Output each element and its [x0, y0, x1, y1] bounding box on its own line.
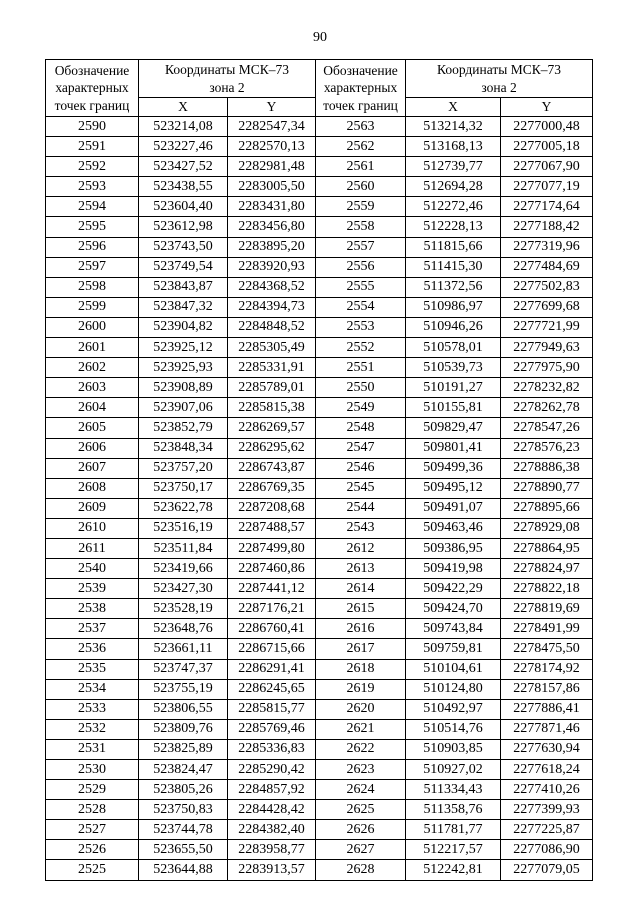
point-id-right-cell: 2623: [316, 760, 406, 780]
x-right-cell: 510927,02: [406, 760, 501, 780]
x-right-cell: 510514,76: [406, 719, 501, 739]
point-id-right-cell: 2543: [316, 518, 406, 538]
x-left-cell: 523612,98: [139, 217, 228, 237]
y-right-cell: 2277484,69: [501, 257, 593, 277]
x-right-cell: 510539,73: [406, 358, 501, 378]
x-right-cell: 509495,12: [406, 478, 501, 498]
point-id-left-cell: 2526: [46, 840, 139, 860]
table-header: [46, 60, 593, 117]
point-id-right-cell: 2627: [316, 840, 406, 860]
x-left-cell: 523848,34: [139, 438, 228, 458]
y-left-cell: 2285769,46: [228, 719, 316, 739]
point-id-left-cell: 2593: [46, 177, 139, 197]
point-id-left-cell: 2532: [46, 719, 139, 739]
y-left-cell: 2282547,34: [228, 117, 316, 137]
point-id-left-cell: 2602: [46, 358, 139, 378]
point-id-right-cell: 2545: [316, 478, 406, 498]
x-left-cell: 523843,87: [139, 277, 228, 297]
y-left-cell: 2282981,48: [228, 157, 316, 177]
y-left-cell: 2286769,35: [228, 478, 316, 498]
y-left-cell: 2285331,91: [228, 358, 316, 378]
point-id-right-cell: 2618: [316, 659, 406, 679]
y-left-cell: 2284394,73: [228, 297, 316, 317]
page-number: 90: [313, 30, 327, 45]
x-right-cell: 509422,29: [406, 579, 501, 599]
y-left-cell: 2285305,49: [228, 338, 316, 358]
point-id-left-cell: 2606: [46, 438, 139, 458]
x-left-cell: 523750,17: [139, 478, 228, 498]
point-id-left-cell: 2592: [46, 157, 139, 177]
table-row: [46, 277, 593, 297]
y-right-cell: 2277067,90: [501, 157, 593, 177]
designation-line3: точек границ: [323, 97, 398, 113]
x-left-cell: 523805,26: [139, 780, 228, 800]
x-right-cell: 512272,46: [406, 197, 501, 217]
y-right-cell: 2277079,05: [501, 860, 593, 880]
point-id-right-cell: 2544: [316, 498, 406, 518]
designation-line1: Обозначение: [323, 62, 398, 78]
table-row: [46, 297, 593, 317]
table-row: [46, 338, 593, 358]
y-left-cell: 2283913,57: [228, 860, 316, 880]
point-id-left-cell: 2611: [46, 538, 139, 558]
y-left-cell: 2286291,41: [228, 659, 316, 679]
x-left-cell: 523427,30: [139, 579, 228, 599]
x-left-cell: 523743,50: [139, 237, 228, 257]
point-id-right-cell: 2550: [316, 378, 406, 398]
point-id-right-cell: 2614: [316, 579, 406, 599]
y-left-cell: 2286269,57: [228, 418, 316, 438]
coords-line2: зона 2: [481, 79, 517, 95]
table-row: [46, 760, 593, 780]
x-right-cell: 511334,43: [406, 780, 501, 800]
y-right-cell: 2277319,96: [501, 237, 593, 257]
y-left-cell: 2282570,13: [228, 137, 316, 157]
point-id-left-cell: 2596: [46, 237, 139, 257]
x-right-cell: 510903,85: [406, 739, 501, 759]
y-left-cell: 2283920,93: [228, 257, 316, 277]
y-right-cell: 2278174,92: [501, 659, 593, 679]
x-left-cell: 523622,78: [139, 498, 228, 518]
point-id-right-cell: 2621: [316, 719, 406, 739]
point-id-right-cell: 2548: [316, 418, 406, 438]
x-left-cell: 523809,76: [139, 719, 228, 739]
table-row: [46, 418, 593, 438]
point-id-left-cell: 2528: [46, 800, 139, 820]
x-right-cell: 509424,70: [406, 599, 501, 619]
point-id-right-cell: 2558: [316, 217, 406, 237]
x-left-cell: 523747,37: [139, 659, 228, 679]
point-id-right-cell: 2628: [316, 860, 406, 880]
table-row: [46, 378, 593, 398]
point-id-left-cell: 2535: [46, 659, 139, 679]
table-row: [46, 197, 593, 217]
table-row: [46, 358, 593, 378]
y-right-cell: 2277005,18: [501, 137, 593, 157]
y-left-cell: 2284382,40: [228, 820, 316, 840]
x-left-cell: 523925,93: [139, 358, 228, 378]
y-left-cell: 2286760,41: [228, 619, 316, 639]
point-id-left-cell: 2594: [46, 197, 139, 217]
y-right-cell: 2277077,19: [501, 177, 593, 197]
y-left-cell: 2285815,38: [228, 398, 316, 418]
x-right-cell: 513168,13: [406, 137, 501, 157]
point-id-right-cell: 2624: [316, 780, 406, 800]
y-right-cell: 2277618,24: [501, 760, 593, 780]
x-left-cell: 523427,52: [139, 157, 228, 177]
table-row: [46, 820, 593, 840]
y-header-left: Y: [228, 98, 316, 117]
x-left-cell: 523528,19: [139, 599, 228, 619]
table-row: [46, 518, 593, 538]
table-row: [46, 599, 593, 619]
point-id-left-cell: 2605: [46, 418, 139, 438]
point-id-right-cell: 2561: [316, 157, 406, 177]
x-header-left: X: [139, 98, 228, 117]
point-id-left-cell: 2598: [46, 277, 139, 297]
y-left-cell: 2285290,42: [228, 760, 316, 780]
x-left-cell: 523214,08: [139, 117, 228, 137]
y-right-cell: 2277949,63: [501, 338, 593, 358]
table-row: [46, 800, 593, 820]
x-right-cell: 510492,97: [406, 699, 501, 719]
y-right-cell: 2277188,42: [501, 217, 593, 237]
y-right-cell: 2278895,66: [501, 498, 593, 518]
point-id-right-cell: 2613: [316, 559, 406, 579]
y-right-cell: 2277410,26: [501, 780, 593, 800]
table-row: [46, 679, 593, 699]
point-id-left-cell: 2608: [46, 478, 139, 498]
table-row: [46, 217, 593, 237]
coordinates-table: [45, 59, 593, 881]
x-left-cell: 523227,46: [139, 137, 228, 157]
x-left-cell: 523516,19: [139, 518, 228, 538]
x-left-cell: 523825,89: [139, 739, 228, 759]
x-right-cell: 511815,66: [406, 237, 501, 257]
point-id-left-cell: 2595: [46, 217, 139, 237]
y-left-cell: 2285336,83: [228, 739, 316, 759]
x-right-cell: 509743,84: [406, 619, 501, 639]
table-row: [46, 237, 593, 257]
table-row: [46, 257, 593, 277]
y-right-cell: 2277630,94: [501, 739, 593, 759]
y-left-cell: 2287488,57: [228, 518, 316, 538]
x-right-cell: 511415,30: [406, 257, 501, 277]
y-left-cell: 2287176,21: [228, 599, 316, 619]
y-right-cell: 2278232,82: [501, 378, 593, 398]
x-left-cell: 523824,47: [139, 760, 228, 780]
x-right-cell: 513214,32: [406, 117, 501, 137]
point-id-left-cell: 2599: [46, 297, 139, 317]
point-id-right-cell: 2549: [316, 398, 406, 418]
coords-header-left: [139, 60, 316, 98]
y-right-cell: 2278576,23: [501, 438, 593, 458]
point-id-right-cell: 2560: [316, 177, 406, 197]
table-row: [46, 639, 593, 659]
y-right-cell: 2277871,46: [501, 719, 593, 739]
point-id-right-cell: 2622: [316, 739, 406, 759]
y-left-cell: 2283895,20: [228, 237, 316, 257]
designation-line3: точек границ: [54, 97, 130, 113]
x-left-cell: 523648,76: [139, 619, 228, 639]
x-right-cell: 509829,47: [406, 418, 501, 438]
x-left-cell: 523438,55: [139, 177, 228, 197]
y-right-cell: 2278262,78: [501, 398, 593, 418]
point-id-right-cell: 2547: [316, 438, 406, 458]
x-right-cell: 510104,61: [406, 659, 501, 679]
x-left-cell: 523904,82: [139, 317, 228, 337]
y-right-cell: 2278890,77: [501, 478, 593, 498]
point-id-right-cell: 2612: [316, 538, 406, 558]
y-left-cell: 2284368,52: [228, 277, 316, 297]
table-row: [46, 478, 593, 498]
point-id-right-cell: 2615: [316, 599, 406, 619]
y-right-cell: 2277502,83: [501, 277, 593, 297]
y-right-cell: 2277086,90: [501, 840, 593, 860]
designation-line2: характерных: [323, 80, 398, 96]
table-row: [46, 398, 593, 418]
point-id-right-cell: 2552: [316, 338, 406, 358]
x-left-cell: 523907,06: [139, 398, 228, 418]
designation-line1: Обозначение: [54, 62, 130, 78]
x-left-cell: 523604,40: [139, 197, 228, 217]
x-right-cell: 512739,77: [406, 157, 501, 177]
point-id-left-cell: 2533: [46, 699, 139, 719]
y-left-cell: 2286295,62: [228, 438, 316, 458]
y-right-cell: 2278157,86: [501, 679, 593, 699]
table-row: [46, 780, 593, 800]
x-left-cell: 523925,12: [139, 338, 228, 358]
y-right-cell: 2277721,99: [501, 317, 593, 337]
coords-line1: Координаты МСК–73: [165, 62, 289, 77]
point-id-left-cell: 2530: [46, 760, 139, 780]
x-left-cell: 523661,11: [139, 639, 228, 659]
point-id-right-cell: 2625: [316, 800, 406, 820]
x-right-cell: 510191,27: [406, 378, 501, 398]
y-right-cell: 2278475,50: [501, 639, 593, 659]
coords-line1: Координаты МСК–73: [437, 62, 562, 77]
x-left-cell: 523757,20: [139, 458, 228, 478]
x-left-cell: 523644,88: [139, 860, 228, 880]
x-right-cell: 509759,81: [406, 639, 501, 659]
designation-line2: характерных: [55, 80, 129, 96]
x-left-cell: 523511,84: [139, 538, 228, 558]
x-left-cell: 523419,66: [139, 559, 228, 579]
point-id-left-cell: 2529: [46, 780, 139, 800]
point-id-left-cell: 2537: [46, 619, 139, 639]
table-row: [46, 117, 593, 137]
x-right-cell: 510986,97: [406, 297, 501, 317]
x-right-cell: 509463,46: [406, 518, 501, 538]
table-row: [46, 538, 593, 558]
point-id-left-cell: 2531: [46, 739, 139, 759]
y-left-cell: 2287460,86: [228, 559, 316, 579]
point-id-right-cell: 2563: [316, 117, 406, 137]
x-left-cell: 523755,19: [139, 679, 228, 699]
y-left-cell: 2287499,80: [228, 538, 316, 558]
point-id-right-cell: 2616: [316, 619, 406, 639]
point-id-left-cell: 2540: [46, 559, 139, 579]
y-right-cell: 2278547,26: [501, 418, 593, 438]
point-id-left-cell: 2534: [46, 679, 139, 699]
y-left-cell: 2283431,80: [228, 197, 316, 217]
point-id-left-cell: 2609: [46, 498, 139, 518]
x-right-cell: 509419,98: [406, 559, 501, 579]
y-left-cell: 2287441,12: [228, 579, 316, 599]
x-right-cell: 512228,13: [406, 217, 501, 237]
designation-header-left: [46, 60, 139, 117]
coords-header-right: [406, 60, 593, 98]
point-id-right-cell: 2557: [316, 237, 406, 257]
x-header-right: X: [406, 98, 501, 117]
point-id-left-cell: 2591: [46, 137, 139, 157]
x-left-cell: 523750,83: [139, 800, 228, 820]
y-right-cell: 2277174,64: [501, 197, 593, 217]
table-row: [46, 157, 593, 177]
y-right-cell: 2278491,99: [501, 619, 593, 639]
y-left-cell: 2283456,80: [228, 217, 316, 237]
y-left-cell: 2286245,65: [228, 679, 316, 699]
y-left-cell: 2285789,01: [228, 378, 316, 398]
y-right-cell: 2277886,41: [501, 699, 593, 719]
x-left-cell: 523847,32: [139, 297, 228, 317]
y-left-cell: 2283005,50: [228, 177, 316, 197]
point-id-left-cell: 2525: [46, 860, 139, 880]
table-row: [46, 699, 593, 719]
point-id-left-cell: 2536: [46, 639, 139, 659]
x-right-cell: 510946,26: [406, 317, 501, 337]
point-id-right-cell: 2556: [316, 257, 406, 277]
table-row: [46, 860, 593, 880]
y-left-cell: 2287208,68: [228, 498, 316, 518]
coords-line2: зона 2: [209, 79, 245, 95]
x-right-cell: 511372,56: [406, 277, 501, 297]
point-id-right-cell: 2559: [316, 197, 406, 217]
x-left-cell: 523749,54: [139, 257, 228, 277]
point-id-left-cell: 2590: [46, 117, 139, 137]
y-header-right: Y: [501, 98, 593, 117]
x-left-cell: 523806,55: [139, 699, 228, 719]
y-left-cell: 2284428,42: [228, 800, 316, 820]
table-row: [46, 438, 593, 458]
point-id-right-cell: 2619: [316, 679, 406, 699]
y-right-cell: 2277000,48: [501, 117, 593, 137]
y-right-cell: 2278819,69: [501, 599, 593, 619]
x-right-cell: 510155,81: [406, 398, 501, 418]
y-left-cell: 2286715,66: [228, 639, 316, 659]
y-left-cell: 2283958,77: [228, 840, 316, 860]
point-id-right-cell: 2620: [316, 699, 406, 719]
x-left-cell: 523908,89: [139, 378, 228, 398]
designation-header-right: [316, 60, 406, 117]
point-id-left-cell: 2607: [46, 458, 139, 478]
x-right-cell: 510578,01: [406, 338, 501, 358]
table-body: [46, 117, 593, 881]
point-id-right-cell: 2551: [316, 358, 406, 378]
point-id-left-cell: 2539: [46, 579, 139, 599]
y-left-cell: 2284857,92: [228, 780, 316, 800]
point-id-left-cell: 2601: [46, 338, 139, 358]
table-row: [46, 619, 593, 639]
table-row: [46, 840, 593, 860]
x-right-cell: 512242,81: [406, 860, 501, 880]
table-row: [46, 579, 593, 599]
y-left-cell: 2284848,52: [228, 317, 316, 337]
table-row: [46, 317, 593, 337]
point-id-right-cell: 2546: [316, 458, 406, 478]
y-right-cell: 2277975,90: [501, 358, 593, 378]
y-left-cell: 2286743,87: [228, 458, 316, 478]
y-right-cell: 2278929,08: [501, 518, 593, 538]
y-left-cell: 2285815,77: [228, 699, 316, 719]
x-right-cell: 511781,77: [406, 820, 501, 840]
x-right-cell: 509491,07: [406, 498, 501, 518]
table-row: [46, 177, 593, 197]
x-left-cell: 523852,79: [139, 418, 228, 438]
x-right-cell: 512694,28: [406, 177, 501, 197]
point-id-left-cell: 2603: [46, 378, 139, 398]
table-row: [46, 137, 593, 157]
point-id-right-cell: 2553: [316, 317, 406, 337]
point-id-left-cell: 2600: [46, 317, 139, 337]
table-row: [46, 659, 593, 679]
point-id-right-cell: 2555: [316, 277, 406, 297]
table-row: [46, 559, 593, 579]
point-id-left-cell: 2527: [46, 820, 139, 840]
y-right-cell: 2277699,68: [501, 297, 593, 317]
y-right-cell: 2277225,87: [501, 820, 593, 840]
y-right-cell: 2278886,38: [501, 458, 593, 478]
x-right-cell: 509386,95: [406, 538, 501, 558]
point-id-right-cell: 2617: [316, 639, 406, 659]
x-left-cell: 523655,50: [139, 840, 228, 860]
point-id-left-cell: 2604: [46, 398, 139, 418]
x-right-cell: 509801,41: [406, 438, 501, 458]
y-right-cell: 2277399,93: [501, 800, 593, 820]
y-right-cell: 2278824,97: [501, 559, 593, 579]
point-id-left-cell: 2538: [46, 599, 139, 619]
x-right-cell: 510124,80: [406, 679, 501, 699]
point-id-right-cell: 2562: [316, 137, 406, 157]
y-right-cell: 2278822,18: [501, 579, 593, 599]
x-right-cell: 512217,57: [406, 840, 501, 860]
x-right-cell: 509499,36: [406, 458, 501, 478]
table-row: [46, 739, 593, 759]
point-id-right-cell: 2554: [316, 297, 406, 317]
point-id-left-cell: 2597: [46, 257, 139, 277]
x-right-cell: 511358,76: [406, 800, 501, 820]
point-id-right-cell: 2626: [316, 820, 406, 840]
y-right-cell: 2278864,95: [501, 538, 593, 558]
table-row: [46, 458, 593, 478]
x-left-cell: 523744,78: [139, 820, 228, 840]
table-row: [46, 498, 593, 518]
table-row: [46, 719, 593, 739]
point-id-left-cell: 2610: [46, 518, 139, 538]
